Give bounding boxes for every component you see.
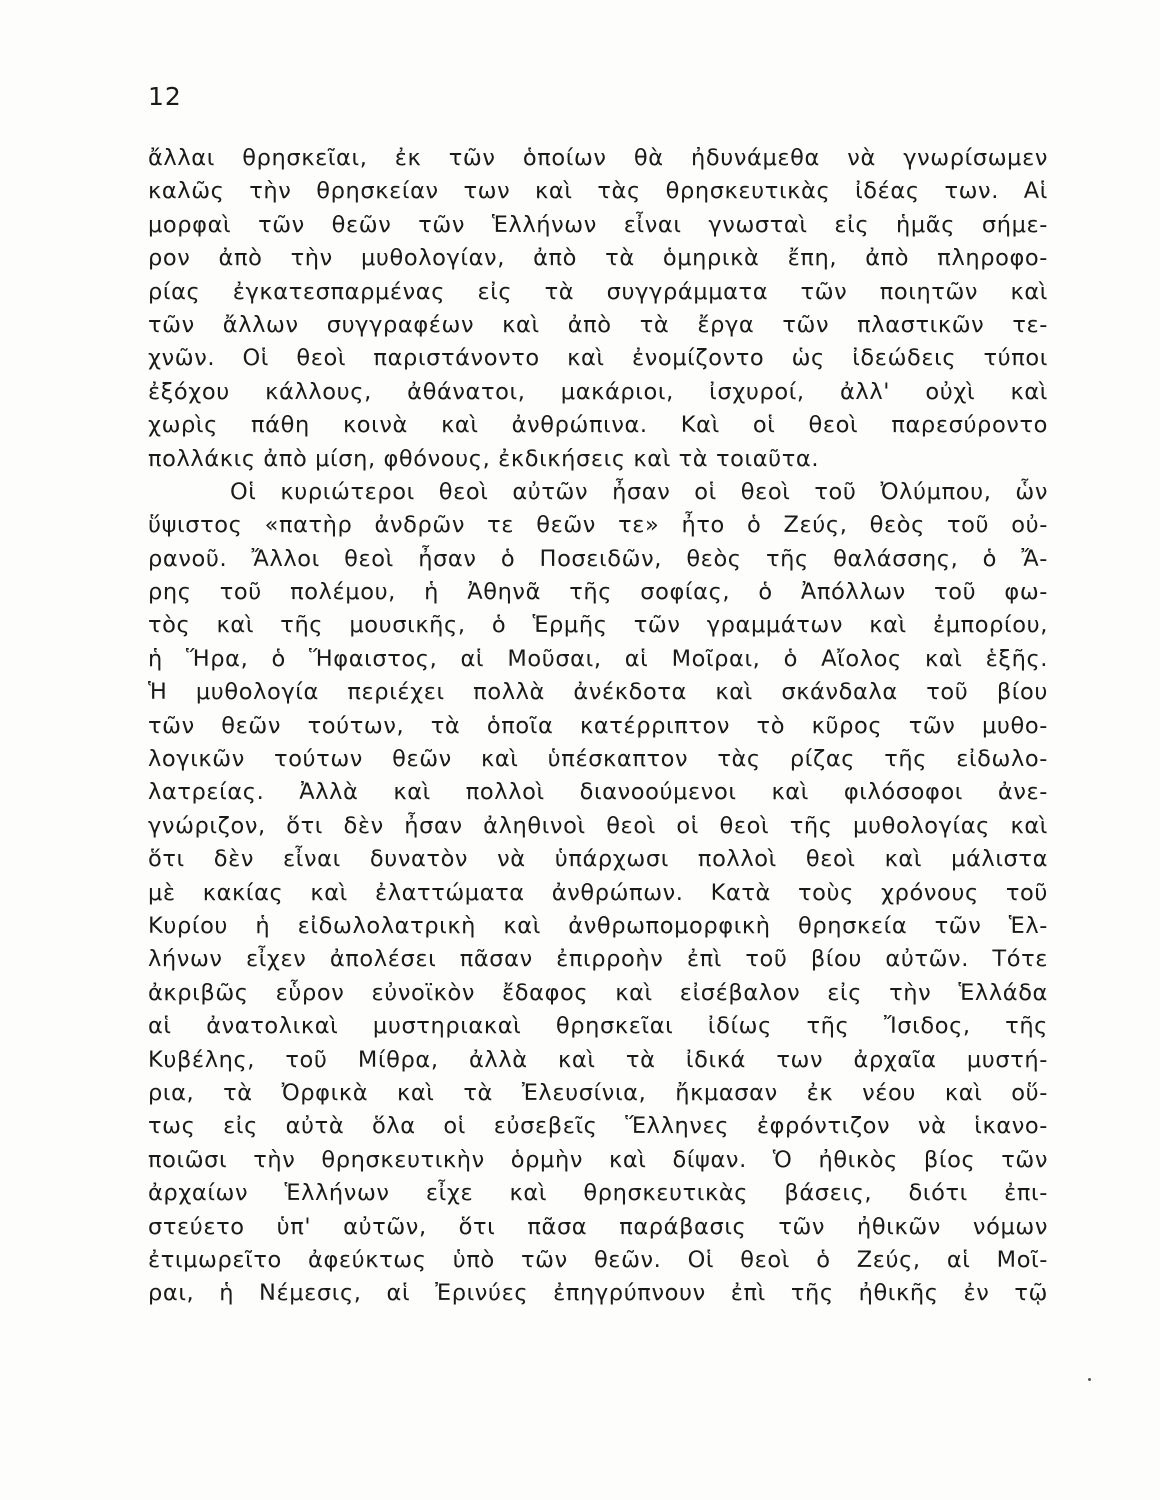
text-line: ἡ Ἥρα, ὁ Ἥφαιστος, αἱ Μοῦσαι, αἱ Μοῖραι, ὁ Αἴολος καὶ ἑξῆς. [148,645,1048,672]
text-line: ἐξόχου κάλλους, ἀθάνατοι, μακάριοι, ἰσχυροί, ἀλλ' οὐχὶ καὶ [148,378,1048,405]
text-line: καλῶς τὴν θρησκείαν των καὶ τὰς θρησκευτικὰς ἰδέας των. Αἱ [148,178,1048,205]
text-line: αἱ ἀνατολικαὶ μυστηριακαὶ θρησκεῖαι ἰδίως τῆς Ἴσιδος, τῆς [148,1013,1048,1040]
text-line: λατρείας. Ἀλλὰ καὶ πολλοὶ διανοούμενοι καὶ φιλόσοφοι ἀνε- [148,779,1048,806]
text-line: λήνων εἶχεν ἀπολέσει πᾶσαν ἐπιρροὴν ἐπὶ τοῦ βίου αὐτῶν. Τότε [148,946,1048,973]
text-line: ὅτι δὲν εἶναι δυνατὸν νὰ ὑπάρχωσι πολλοὶ θεοὶ καὶ μάλιστα [148,846,1048,873]
text-line: τως εἰς αὐτὰ ὅλα οἱ εὐσεβεῖς Ἕλληνες ἐφρόντιζον νὰ ἱκανο- [148,1113,1048,1140]
text-line: τὸς καὶ τῆς μουσικῆς, ὁ Ἑρμῆς τῶν γραμμάτων καὶ ἐμπορίου, [148,612,1048,639]
text-line: λογικῶν τούτων θεῶν καὶ ὑπέσκαπτον τὰς ρίζας τῆς εἰδωλο- [148,746,1048,773]
text-line: ρης τοῦ πολέμου, ἡ Ἀθηνᾶ τῆς σοφίας, ὁ Ἀπόλλων τοῦ φω- [148,579,1048,606]
text-line: τῶν θεῶν τούτων, τὰ ὁποῖα κατέρριπτον τὸ κῦρος τῶν μυθο- [148,712,1048,739]
text-line: ἀρχαίων Ἑλλήνων εἶχε καὶ θρησκευτικὰς βάσεις, διότι ἐπι- [148,1180,1048,1207]
text-line: ἀκριβῶς εὗρον εὐνοϊκὸν ἔδαφος καὶ εἰσέβαλον εἰς τὴν Ἑλλάδα [148,979,1048,1006]
text-line: πολλάκις ἀπὸ μίση, φθόνους, ἐκδικήσεις καὶ τὰ τοιαῦτα. [148,445,820,472]
body-text [148,142,1048,1311]
text-line: ραι, ἡ Νέμεσις, αἱ Ἐρινύες ἐπηγρύπνουν ἐπὶ τῆς ἠθικῆς ἐν τῷ [148,1280,1048,1307]
text-line: ρίας ἐγκατεσπαρμένας εἰς τὰ συγγράμματα τῶν ποιητῶν καὶ [148,278,1048,305]
text-line: ἄλλαι θρησκεῖαι, ἐκ τῶν ὁποίων θὰ ἠδυνάμεθα νὰ γνωρίσωμεν [148,145,1048,171]
text-line: ποιῶσι τὴν θρησκευτικὴν ὁρμὴν καὶ δίψαν. Ὁ ἠθικὸς βίος τῶν [148,1146,1048,1173]
text-line: τῶν ἄλλων συγγραφέων καὶ ἀπὸ τὰ ἔργα τῶν πλαστικῶν τε- [148,311,1048,338]
text-line: ὕψιστος «πατὴρ ἀνδρῶν τε θεῶν τε» ἦτο ὁ Ζεύς, θεὸς τοῦ οὐ- [148,512,1048,539]
text-line: γνώριζον, ὅτι δὲν ἦσαν ἀληθινοὶ θεοὶ οἱ θεοὶ τῆς μυθολογίας καὶ [148,812,1048,839]
text-line: χωρὶς πάθη κοινὰ καὶ ἀνθρώπινα. Καὶ οἱ θεοὶ παρεσύροντο [148,412,1048,439]
text-line: χνῶν. Οἱ θεοὶ παριστάνοντο καὶ ἐνομίζοντο ὡς ἰδεώδεις τύποι [148,345,1048,372]
text-line: Κυβέλης, τοῦ Μίθρα, ἀλλὰ καὶ τὰ ἰδικά των ἀρχαῖα μυστή- [148,1046,1048,1073]
text-line: ἐτιμωρεῖτο ἀφεύκτως ὑπὸ τῶν θεῶν. Οἱ θεοὶ ὁ Ζεύς, αἱ Μοῖ- [148,1246,1048,1273]
text-line: μὲ κακίας καὶ ἐλαττώματα ἀνθρώπων. Κατὰ τοὺς χρόνους τοῦ [148,879,1048,906]
text-line: ρανοῦ. Ἄλλοι θεοὶ ἦσαν ὁ Ποσειδῶν, θεὸς τῆς θαλάσσης, ὁ Ἄ- [148,545,1048,572]
print-speck [1088,1378,1091,1381]
text-line: μορφαὶ τῶν θεῶν τῶν Ἑλλήνων εἶναι γνωσταὶ εἰς ἡμᾶς σήμε- [148,211,1048,238]
text-line: ρον ἀπὸ τὴν μυθολογίαν, ἀπὸ τὰ ὁμηρικὰ ἔπη, ἀπὸ πληροφο- [148,245,1048,272]
paragraph-start-line: Οἱ κυριώτεροι θεοὶ αὐτῶν ἦσαν οἱ θεοὶ τοῦ Ὀλύμπου, ὧν [230,478,1048,505]
text-line: ρια, τὰ Ὀρφικὰ καὶ τὰ Ἐλευσίνια, ἤκμασαν ἐκ νέου καὶ οὕ- [148,1079,1048,1106]
text-line: Κυρίου ἡ εἰδωλολατρικὴ καὶ ἀνθρωπομορφικὴ θρησκεία τῶν Ἑλ- [148,912,1048,939]
page-number: 12 [148,82,182,111]
text-line: Ἡ μυθολογία περιέχει πολλὰ ἀνέκδοτα καὶ σκάνδαλα τοῦ βίου [148,679,1048,706]
text-line: στεύετο ὑπ' αὐτῶν, ὅτι πᾶσα παράβασις τῶν ἠθικῶν νόμων [148,1213,1048,1240]
